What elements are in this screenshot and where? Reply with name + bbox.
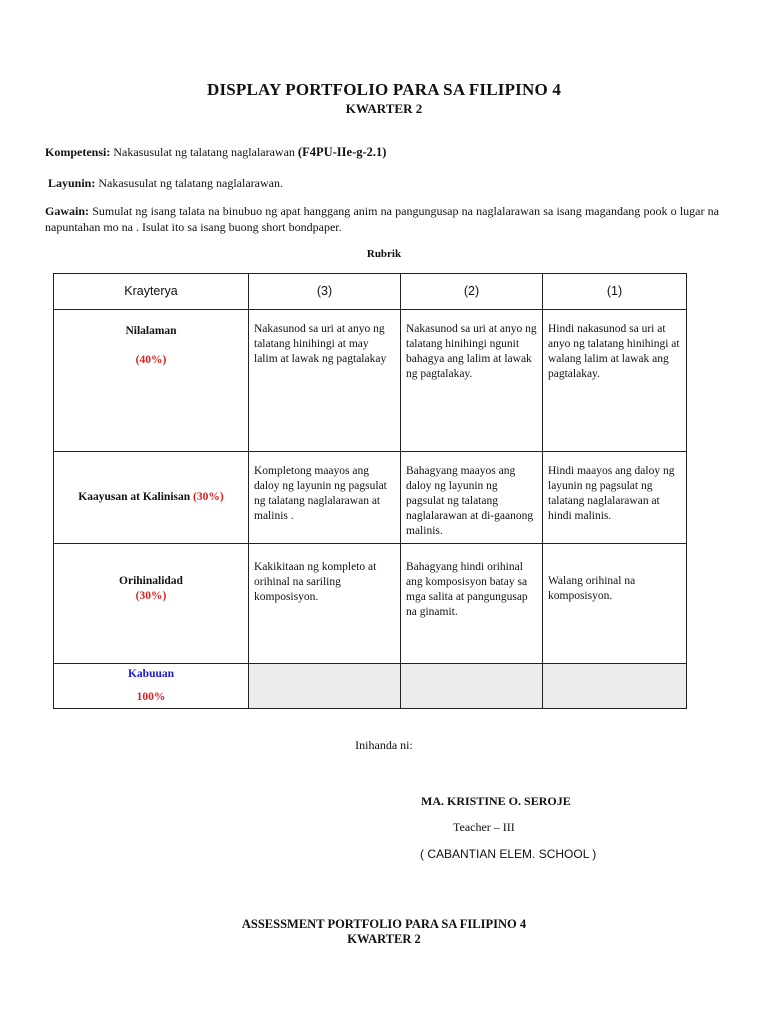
total-value: 100% [136,691,166,703]
score-2-description: Bahagyang maayos ang daloy ng layunin ng pagsulat ng talatang naglalarawan at di-gaanong malinis. [406,465,534,537]
table-row [54,452,687,544]
column-header-score-1: (1) [543,274,687,310]
rubric-heading: Rubrik [366,248,402,260]
table-row [54,310,687,452]
criterion-name: Orihinalidad [119,575,183,587]
table-row [54,544,687,664]
score-1-description: Hindi maayos ang daloy ng layunin ng pagsulat ng talatang naglalarawan at hindi malinis. [548,465,675,522]
criterion-name: Kaayusan at Kalinisan [78,491,191,503]
criterion-cell [54,452,249,544]
column-header-krayterya: Krayterya [54,274,249,310]
criterion-name: Nilalaman [125,325,177,337]
total-score-3-cell [249,664,401,709]
kompetensi-line [45,145,386,160]
kompetensi-label: Kompetensi: [45,145,111,159]
page-title: DISPLAY PORTFOLIO PARA SA FILIPINO 4 [206,80,562,99]
score-2-description: Nakasunod sa uri at anyo ng talatang hinihingi ngunit bahagya ang lalim at lawak ng pagtalakay. [406,323,537,380]
kompetensi-code: (F4PU-IIe-g-2.1) [297,145,387,159]
total-score-2-cell [401,664,543,709]
column-header-score-3: (3) [249,274,401,310]
page-subtitle: KWARTER 2 [345,101,423,116]
criterion-cell [54,310,249,452]
column-header-score-2: (2) [401,274,543,310]
layunin-text: Nakasusulat ng talatang naglalarawan. [98,176,283,190]
gawain-text: Sumulat ng isang talata na binubuo ng apat hanggang anim na pangungusap na naglalarawan sa isang magandang pook o lugar na napuntahan mo na . Isulat ito sa isang buong short bondpaper. [45,204,719,234]
gawain-paragraph [45,203,719,235]
kompetensi-text: Nakasusulat ng talatang naglalarawan [113,145,295,159]
criterion-cell [54,544,249,664]
score-2-description: Bahagyang hindi orihinal ang komposisyon batay sa mga salita at pangungusap na ginamit. [406,561,528,618]
teacher-position: Teacher – III [453,820,515,834]
criterion-weight: (40%) [135,354,167,366]
layunin-label: Layunin: [48,176,96,190]
score-3-description: Nakasunod sa uri at anyo ng talatang hinihingi at may lalim at lawak ng pagtalakay [254,323,387,365]
school-name: ( CABANTIAN ELEM. SCHOOL ) [420,847,597,861]
rubric-header-row [54,274,687,310]
footer-subtitle: KWARTER 2 [347,932,421,946]
gawain-label: Gawain: [45,204,90,218]
score-3-description: Kakikitaan ng kompleto at orihinal na sariling komposisyon. [254,561,377,603]
score-1-description: Walang orihinal na komposisyon. [548,575,636,602]
criterion-weight: (30%) [193,491,224,503]
rubric-table [53,273,687,709]
criterion-weight: (30%) [135,590,167,602]
total-score-1-cell [543,664,687,709]
score-3-description: Kompletong maayos ang daloy ng layunin ng pagsulat ng talatang naglalarawan at malinis . [254,465,387,522]
layunin-line [48,176,283,191]
total-cell [54,664,249,709]
footer-title: ASSESSMENT PORTFOLIO PARA SA FILIPINO 4 [241,917,527,931]
prepared-by-label: Inihanda ni: [355,738,413,752]
total-row [54,664,687,709]
total-label: Kabuuan [127,668,175,680]
score-1-description: Hindi nakasunod sa uri at anyo ng talatang hinihingi at walang lalim at lawak ang pagtalakay. [548,323,680,380]
teacher-name: MA. KRISTINE O. SEROJE [421,794,571,808]
